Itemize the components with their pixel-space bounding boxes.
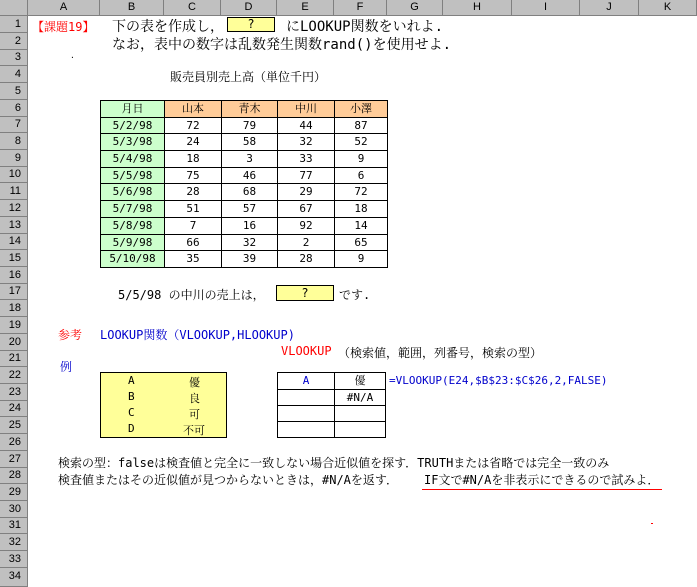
lookup-result-cell[interactable]: 優 (334, 372, 386, 390)
table-cell[interactable]: 9 (334, 250, 388, 268)
row-header[interactable]: 15 (0, 250, 28, 267)
table-cell[interactable]: 9 (334, 150, 388, 168)
row-header[interactable]: 9 (0, 150, 28, 167)
row-header[interactable]: 16 (0, 267, 28, 284)
row-header[interactable]: 13 (0, 217, 28, 234)
row-header[interactable]: 14 (0, 234, 28, 250)
row-header[interactable]: 2 (0, 33, 28, 50)
assignment-line2: なお，表中の数字は乱数発生関数rand()を使用せよ. (112, 37, 451, 53)
row-header[interactable]: 1 (0, 16, 28, 33)
table-cell[interactable]: 32 (221, 234, 278, 251)
table-cell[interactable]: 67 (277, 200, 335, 218)
table-cell[interactable]: 68 (221, 183, 278, 201)
row-header[interactable]: 33 (0, 551, 28, 568)
table-cell[interactable]: 79 (221, 117, 278, 134)
lookup-input-cell[interactable] (277, 405, 335, 422)
table-cell[interactable]: 51 (164, 200, 222, 218)
hint-underline (422, 489, 662, 490)
column-header-d[interactable]: D (221, 0, 277, 16)
table-cell[interactable]: 18 (164, 150, 222, 168)
table-cell[interactable]: 3 (221, 150, 278, 168)
table-cell[interactable]: 6 (334, 167, 388, 184)
column-header-f[interactable]: F (334, 0, 387, 16)
row-header[interactable]: 3 (0, 50, 28, 66)
grade-table (100, 372, 227, 438)
row-header[interactable]: 4 (0, 66, 28, 83)
assignment-blank[interactable]: ? (227, 17, 275, 32)
table-cell[interactable]: 77 (277, 167, 335, 184)
lookup-input-cell[interactable] (277, 421, 335, 438)
table-cell[interactable]: 65 (334, 234, 388, 251)
grade-value[interactable]: 優 (189, 376, 200, 389)
assignment-line1-post: にLOOKUP関数をいれよ. (286, 19, 444, 35)
row-header[interactable]: 27 (0, 451, 28, 468)
table-cell[interactable]: 87 (334, 117, 388, 134)
row-header[interactable]: 25 (0, 417, 28, 434)
grade-value[interactable]: 可 (189, 408, 200, 421)
table-header-ozawa[interactable]: 小澤 (334, 100, 388, 118)
note-line2: 検査値またはその近似値が見つからないときは，#N/Aを返す． (58, 473, 398, 487)
table-cell[interactable]: 66 (164, 234, 222, 251)
row-header[interactable]: 24 (0, 401, 28, 417)
table-cell[interactable]: 57 (221, 200, 278, 218)
table-cell[interactable]: 92 (277, 217, 335, 235)
row-header[interactable]: 6 (0, 100, 28, 117)
grade-key[interactable]: A (128, 374, 135, 387)
lookup-input-cell[interactable] (277, 389, 335, 406)
select-all-corner[interactable] (0, 0, 28, 16)
table-cell[interactable]: 28 (277, 250, 335, 268)
row-header[interactable]: 34 (0, 568, 28, 587)
answer-blank[interactable]: ? (276, 285, 334, 301)
table-cell-date[interactable]: 5/3/98 (100, 133, 165, 151)
column-header-h[interactable]: H (443, 0, 512, 16)
row-header[interactable]: 28 (0, 468, 28, 484)
table-cell-date[interactable]: 5/10/98 (100, 250, 165, 268)
column-header-e[interactable]: E (277, 0, 334, 16)
table-cell[interactable]: 58 (221, 133, 278, 151)
row-header[interactable]: 7 (0, 117, 28, 133)
row-header[interactable]: 30 (0, 501, 28, 518)
column-header-j[interactable]: J (580, 0, 639, 16)
row-header[interactable]: 11 (0, 183, 28, 200)
assignment-line1-pre: 下の表を作成し， (112, 19, 224, 35)
table-header-date[interactable]: 月日 (100, 100, 165, 118)
table-cell[interactable]: 32 (277, 133, 335, 151)
table-cell-date[interactable]: 5/2/98 (100, 117, 165, 134)
question-suffix: です. (339, 288, 371, 302)
row-header[interactable]: 21 (0, 351, 28, 367)
reference-title: LOOKUP関数（VLOOKUP,HLOOKUP) (100, 328, 295, 342)
row-header[interactable]: 8 (0, 133, 28, 150)
row-header[interactable]: 32 (0, 534, 28, 551)
table-cell[interactable]: 2 (277, 234, 335, 251)
grade-key[interactable]: B (128, 390, 135, 403)
table-cell[interactable]: 18 (334, 200, 388, 218)
column-header-c[interactable]: C (164, 0, 221, 16)
table-cell-date[interactable]: 5/9/98 (100, 234, 165, 251)
table-cell[interactable]: 46 (221, 167, 278, 184)
lookup-na-cell[interactable]: #N/A (334, 389, 386, 406)
table-cell-date[interactable]: 5/4/98 (100, 150, 165, 168)
grade-value[interactable]: 良 (189, 392, 200, 405)
assignment-tag: 【課題19】 (32, 20, 95, 34)
table-cell-date[interactable]: 5/5/98 (100, 167, 165, 184)
table-title: 販売員別売上高（単位千円） (170, 70, 327, 84)
stray-dot: . (70, 51, 75, 60)
table-cell[interactable]: 33 (277, 150, 335, 168)
grade-key[interactable]: D (128, 422, 135, 435)
lookup-result-cell[interactable] (334, 405, 386, 422)
red-mark (651, 523, 653, 524)
column-header-a[interactable]: A (28, 0, 100, 16)
table-cell-date[interactable]: 5/7/98 (100, 200, 165, 218)
table-header-nakagawa[interactable]: 中川 (277, 100, 335, 118)
row-header[interactable]: 26 (0, 434, 28, 451)
grade-key[interactable]: C (128, 406, 135, 419)
table-header-yamamoto[interactable]: 山本 (164, 100, 222, 118)
table-cell[interactable]: 72 (164, 117, 222, 134)
reference-label: 参考 (58, 328, 83, 342)
table-cell[interactable]: 72 (334, 183, 388, 201)
row-header[interactable]: 12 (0, 200, 28, 217)
table-cell[interactable]: 28 (164, 183, 222, 201)
row-header[interactable]: 23 (0, 384, 28, 401)
column-header-k[interactable]: K (639, 0, 697, 16)
formula-text: =VLOOKUP(E24,$B$23:$C$26,2,FALSE) (389, 374, 608, 387)
table-cell-date[interactable]: 5/8/98 (100, 217, 165, 235)
syntax-arguments: （検索値，範囲，列番号，検索の型） (338, 346, 543, 360)
table-cell-date[interactable]: 5/6/98 (100, 183, 165, 201)
grade-value[interactable]: 不可 (183, 424, 205, 437)
table-cell[interactable]: 52 (334, 133, 388, 151)
table-cell[interactable]: 29 (277, 183, 335, 201)
row-header[interactable]: 19 (0, 317, 28, 334)
table-cell[interactable]: 16 (221, 217, 278, 235)
column-header-i[interactable]: I (512, 0, 580, 16)
table-cell[interactable]: 14 (334, 217, 388, 235)
row-header[interactable]: 22 (0, 367, 28, 384)
column-header-g[interactable]: G (387, 0, 443, 16)
lookup-input-cell[interactable]: A (277, 372, 335, 390)
table-cell[interactable]: 24 (164, 133, 222, 151)
table-cell[interactable]: 7 (164, 217, 222, 235)
syntax-function-name: VLOOKUP (281, 344, 332, 358)
table-cell[interactable]: 75 (164, 167, 222, 184)
table-header-aoki[interactable]: 青木 (221, 100, 278, 118)
lookup-result-cell[interactable] (334, 421, 386, 438)
row-header[interactable]: 10 (0, 167, 28, 183)
row-header[interactable]: 29 (0, 484, 28, 501)
table-cell[interactable]: 44 (277, 117, 335, 134)
row-header[interactable]: 31 (0, 518, 28, 534)
question-text: 5/5/98 の中川の売上は， (118, 288, 265, 302)
note-hint: IF文で#N/Aを非表示にできるので試みよ． (424, 473, 660, 487)
note-line1: 検索の型：falseは検査値と完全に一致しない場合近似値を探す．TRUTHまたは省略では完全一致のみ (58, 456, 610, 470)
row-header[interactable]: 18 (0, 300, 28, 317)
row-header[interactable]: 20 (0, 334, 28, 351)
row-header[interactable]: 17 (0, 284, 28, 300)
column-header-b[interactable]: B (100, 0, 164, 16)
row-header[interactable]: 5 (0, 83, 28, 100)
example-label: 例 (60, 360, 73, 374)
table-cell[interactable]: 35 (164, 250, 222, 268)
table-cell[interactable]: 39 (221, 250, 278, 268)
